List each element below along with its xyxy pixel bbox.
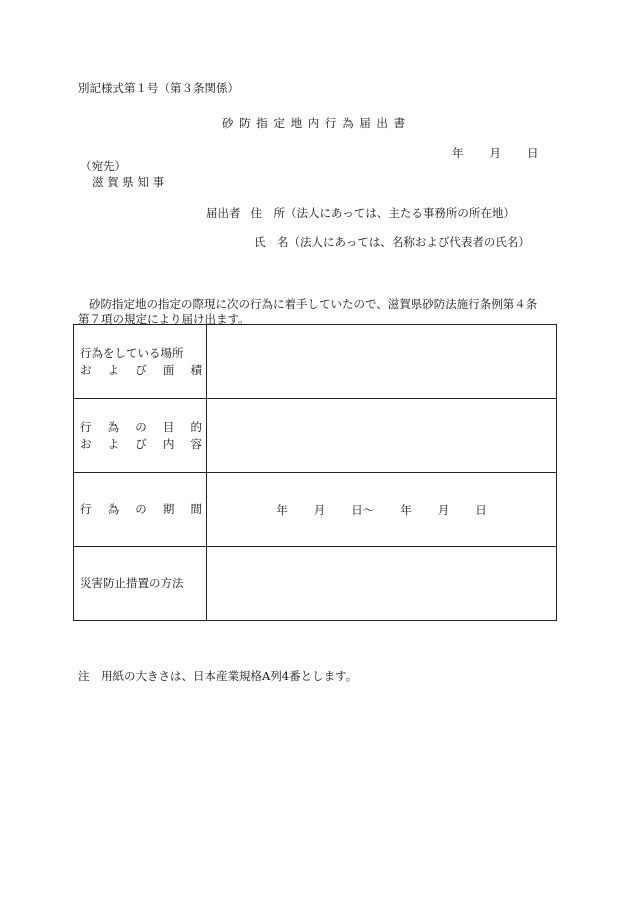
value-location[interactable] [207, 325, 557, 399]
name-label: 氏 名 [254, 235, 289, 249]
date-month: 月 [489, 146, 501, 160]
date-line [452, 145, 539, 161]
date-year: 年 [452, 146, 464, 160]
value-period[interactable] [207, 473, 557, 547]
row-label-disaster-prevention [74, 547, 207, 621]
table-row [74, 473, 557, 547]
table-row [74, 325, 557, 399]
addressee-label: （宛先） [80, 159, 126, 173]
address-note: （法人にあっては、主たる事務所の所在地） [285, 206, 515, 220]
label-line: 行 為 の 期 間 [80, 502, 202, 516]
footnote: 注 用紙の大きさは、日本産業規格A列4番とします。 [78, 669, 358, 683]
document-title: 砂 防 指 定 地 内 行 為 届 出 書 [222, 116, 407, 130]
period-date-range: 年 月 日〜 年 月 日 [276, 502, 487, 517]
addressee: 滋 賀 県 知 事 [92, 175, 165, 189]
row-label-period [74, 473, 207, 547]
notification-form-table [73, 324, 557, 621]
label-line: 行 為 の 目 的 [80, 419, 202, 434]
value-purpose[interactable] [207, 399, 557, 473]
value-disaster-prevention[interactable] [207, 547, 557, 621]
form-reference: 別記様式第１号（第３条関係） [78, 81, 239, 95]
address-label: 住 所 [250, 206, 285, 220]
notifier-address-line [206, 205, 515, 221]
label-line: 災害防止措置の方法 [80, 576, 184, 590]
body-text-line1: 砂防指定地の指定の際現に次の行為に着手していたので、滋賀県砂防法施行条例第４条 [89, 297, 538, 311]
table-row [74, 399, 557, 473]
notifier-label: 届出者 [206, 206, 241, 220]
row-label-location [74, 325, 207, 399]
date-day: 日 [527, 146, 539, 160]
name-note: （法人にあっては、名称および代表者の氏名） [288, 235, 530, 249]
notifier-name-line [254, 234, 530, 250]
label-line: お よ び 面 積 [80, 362, 202, 377]
row-label-purpose [74, 399, 207, 473]
label-line: お よ び 内 容 [80, 436, 202, 451]
body-text-line2: 第７項の規定により届け出ます。 [78, 312, 250, 326]
table-row [74, 547, 557, 621]
label-line: 行為をしている場所 [80, 345, 184, 360]
